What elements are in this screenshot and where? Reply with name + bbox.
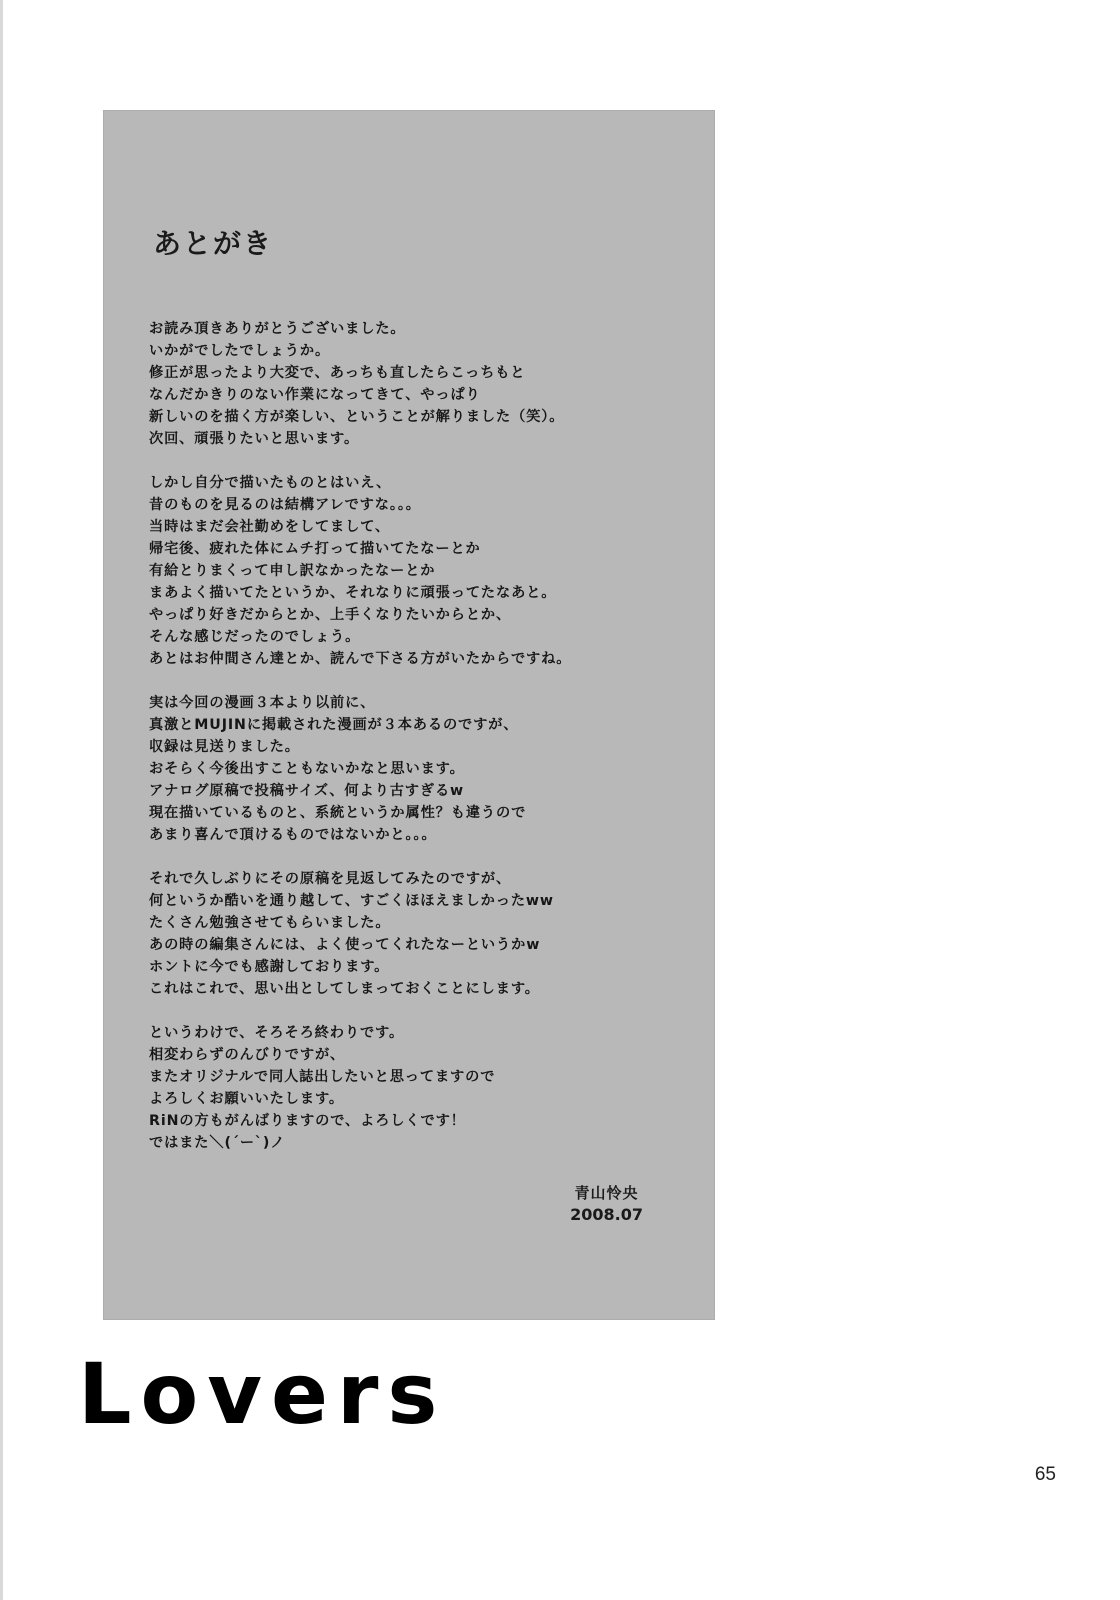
paragraph <box>149 692 709 846</box>
afterword-panel <box>103 110 715 1320</box>
text-line: 収録は見送りました。 <box>149 739 300 755</box>
text-line: ホントに今でも感謝しております。 <box>149 959 390 975</box>
text-line: アナログ原稿で投稿サイズ、何より古すぎるw <box>149 783 465 799</box>
text-line: 帰宅後、疲れた体にムチ打って描いてたなーとか <box>149 541 481 557</box>
text-line: 修正が思ったより大変で、あっちも直したらこっちもと <box>149 365 526 381</box>
text-line: というわけで、そろそろ終わりです。 <box>149 1025 405 1041</box>
text-line: RiNの方もがんばりますので、よろしくです！ <box>149 1113 466 1129</box>
lovers-logo: Lovers <box>78 1345 447 1443</box>
text-line: 新しいのを描く方が楽しい、ということが解りました（笑）。 <box>149 409 565 425</box>
text-line: 現在描いているものと、系統というか属性？も違うので <box>149 805 527 821</box>
text-line: またオリジナルで同人誌出したいと思ってますので <box>149 1069 496 1085</box>
text-line: よろしくお願いいたします。 <box>149 1091 345 1107</box>
author-signature <box>570 1182 643 1226</box>
paragraph <box>149 1022 709 1154</box>
text-line: たくさん勉強させてもらいました。 <box>149 915 391 931</box>
text-line: お読み頂きありがとうございました。 <box>149 321 406 337</box>
signature-date: 2008.07 <box>570 1205 643 1224</box>
scan-edge-line <box>0 0 3 1600</box>
text-line: これはこれで、思い出としてしまっておくことにします。 <box>149 981 540 997</box>
text-line: まあよく描いてたというか、それなりに頑張ってたなあと。 <box>149 585 557 601</box>
text-line: 真激とMUJINに掲載された漫画が３本あるのですが、 <box>149 717 519 733</box>
text-line: 昔のものを見るのは結構アレですな。。。 <box>149 497 421 513</box>
text-line: 相変わらずのんびりですが、 <box>149 1047 346 1063</box>
text-line: 何というか酷いを通り越して、すごくほほえましかったww <box>149 893 554 909</box>
paragraph <box>149 868 709 1000</box>
text-line: あまり喜んで頂けるものではないかと。。。 <box>149 827 437 843</box>
text-line: あとはお仲間さん達とか、読んで下さる方がいたからですね。 <box>149 651 572 667</box>
text-line: やっぱり好きだからとか、上手くなりたいからとか、 <box>149 607 512 623</box>
paragraph <box>149 472 709 670</box>
text-line: あの時の編集さんには、よく使ってくれたなーというかw <box>149 937 541 953</box>
text-line: おそらく今後出すこともないかなと思います。 <box>149 761 465 777</box>
text-line: ではまた＼(´ー`)ノ <box>149 1135 286 1151</box>
paragraph <box>149 318 709 450</box>
text-line: 実は今回の漫画３本より以前に、 <box>149 695 376 711</box>
text-line: いかがでしたでしょうか。 <box>149 343 331 359</box>
afterword-heading: あとがき <box>153 227 274 260</box>
text-line: なんだかきりのない作業になってきて、やっぱり <box>149 387 481 403</box>
afterword-body <box>149 318 709 1176</box>
text-line: 次回、頑張りたいと思います。 <box>149 431 360 447</box>
text-line: それで久しぶりにその原稿を見返してみたのですが、 <box>149 871 512 887</box>
page-number: 65 <box>1034 1464 1056 1485</box>
author-name: 青山怜央 <box>574 1184 639 1202</box>
text-line: 有給とりまくって申し訳なかったなーとか <box>149 563 436 579</box>
text-line: そんな感じだったのでしょう。 <box>149 629 361 645</box>
text-line: 当時はまだ会社勤めをしてまして、 <box>149 519 391 535</box>
text-line: しかし自分で描いたものとはいえ、 <box>149 475 392 491</box>
